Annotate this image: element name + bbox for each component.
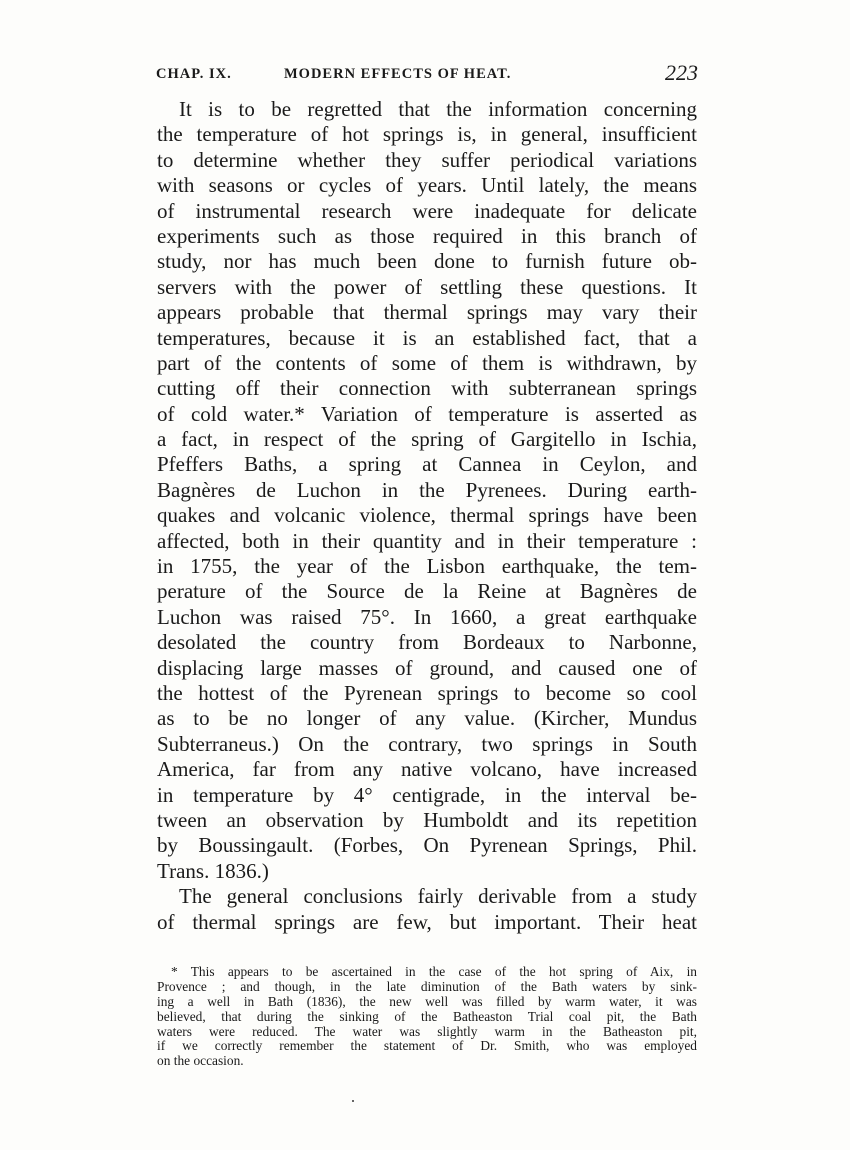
body-line: of instrumental research were inadequate for delicate [157,198,697,223]
body-line: part of the contents of some of them is withdrawn, by [157,350,697,375]
body-line: with seasons or cycles of years. Until lately, the means [157,173,697,198]
body-line: in temperature by 4° centigrade, in the interval be- [157,782,697,807]
body-line: desolated the country from Bordeaux to Narbonne, [157,630,697,655]
footnote-line: * This appears to be ascertained in the case of the hot spring of Aix, in [171,964,697,979]
body-line: in 1755, the year of the Lisbon earthquake, the tem- [157,554,697,579]
body-line: the hottest of the Pyrenean springs to become so cool [157,680,697,705]
body-line: as to be no longer of any value. (Kircher, Mundus [157,706,697,731]
body-line: tween an observation by Humboldt and its repetition [157,807,697,832]
running-head [156,62,698,88]
body-line: temperatures, because it is an established fact, that a [157,325,697,350]
body-line: Bagnères de Luchon in the Pyrenees. During earth- [157,477,697,502]
body-line: Luchon was raised 75°. In 1660, a great earthquake [157,604,697,629]
body-line: appears probable that thermal springs may vary their [157,300,697,325]
body-line: America, far from any native volcano, have increased [157,757,697,782]
footnote-line: believed, that during the sinking of the Batheaston Trial coal pit, the Bath [157,1008,697,1024]
body-line: The general conclusions fairly derivable from a study [179,884,697,909]
body-line: study, nor has much been done to furnish future ob- [157,249,697,274]
print-speck [352,1100,354,1102]
body-text [157,97,697,935]
body-line: Subterraneus.) On the contrary, two springs in South [157,731,697,756]
body-line: displacing large masses of ground, and caused one of [157,655,697,680]
footnote-line: ing a well in Bath (1836), the new well was filled by warm water, it was [157,993,697,1009]
body-line: cutting off their connection with subterranean springs [157,376,697,401]
body-line: perature of the Source de la Reine at Bagnères de [157,579,697,604]
body-line: Pfeffers Baths, a spring at Cannea in Ceylon, and [157,452,697,477]
body-line: a fact, in respect of the spring of Gargitello in Ischia, [157,427,697,452]
chapter-label: CHAP. IX. [156,66,232,82]
body-line: to determine whether they suffer periodical variations [157,147,697,172]
footnote-line: Provence ; and though, in the late diminution of the Bath waters by sink- [157,978,697,994]
body-line: Trans. 1836.) [157,858,269,883]
body-line: of thermal springs are few, but important. Their heat [157,909,697,934]
footnote-line: on the occasion. [157,1053,244,1069]
footnote-line: if we correctly remember the statement of Dr. Smith, who was employed [157,1038,697,1054]
body-line: quakes and volcanic violence, thermal springs have been [157,503,697,528]
body-line: It is to be regretted that the information concerning [179,97,697,121]
body-line: experiments such as those required in this branch of [157,223,697,248]
page-number: 223 [665,60,698,85]
body-line: the temperature of hot springs is, in general, insufficient [157,122,697,147]
body-line: by Boussingault. (Forbes, On Pyrenean Springs, Phil. [157,833,697,858]
body-line: servers with the power of settling these questions. It [157,274,697,299]
footnote [157,965,697,1069]
running-title: MODERN EFFECTS OF HEAT. [284,66,512,82]
body-line: of cold water.* Variation of temperature is asserted as [157,401,697,426]
footnote-line: waters were reduced. The water was slightly warm in the Batheaston pit, [157,1023,697,1039]
body-line: affected, both in their quantity and in their temperature : [157,528,697,553]
